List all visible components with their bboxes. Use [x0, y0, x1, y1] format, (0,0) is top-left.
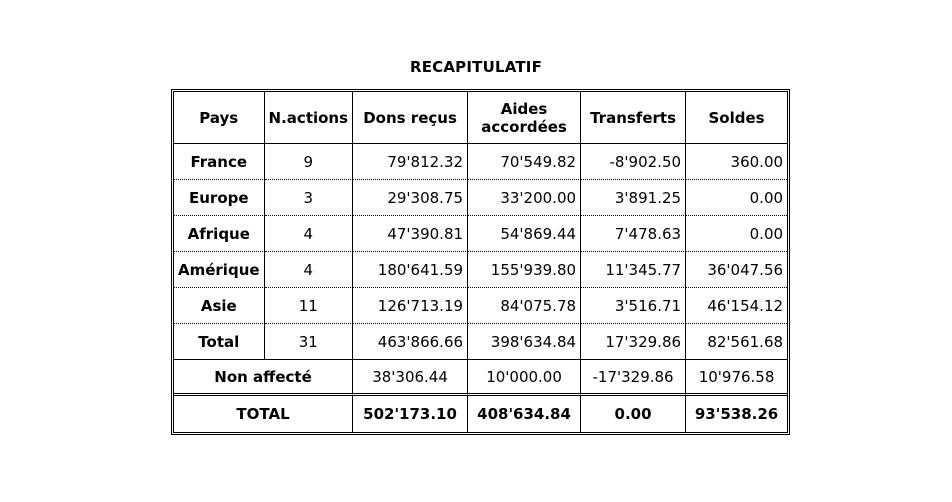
cell-aides: 54'869.44 — [468, 216, 581, 252]
header-dons: Dons reçus — [353, 92, 468, 144]
cell-pays: Asie — [174, 288, 265, 324]
cell-pays: Europe — [174, 180, 265, 216]
table-row — [174, 252, 787, 288]
subtotal-row — [174, 324, 787, 360]
cell-dons: 180'641.59 — [353, 252, 468, 288]
cell-soldes: 360.00 — [686, 144, 787, 180]
cell-soldes: 0.00 — [686, 216, 787, 252]
subtotal-label: Total — [174, 324, 265, 360]
grand-total-label: TOTAL — [174, 396, 353, 432]
header-aides-line2: accordées — [481, 117, 567, 136]
table-row — [174, 288, 787, 324]
cell-dons: 126'713.19 — [353, 288, 468, 324]
table-row — [174, 144, 787, 180]
grand-total-soldes: 93'538.26 — [694, 405, 779, 423]
grand-total-transferts: 0.00 — [581, 396, 686, 432]
page-title: RECAPITULATIF — [409, 58, 543, 76]
cell-dons: 47'390.81 — [353, 216, 468, 252]
cell-nactions: 4 — [265, 252, 354, 288]
cell-transferts: 7'478.63 — [581, 216, 686, 252]
non-affecte-label: Non affecté — [174, 360, 353, 396]
cell-pays: Afrique — [174, 216, 265, 252]
cell-transferts: 11'345.77 — [581, 252, 686, 288]
subtotal-aides: 398'634.84 — [468, 324, 581, 360]
cell-aides: 33'200.00 — [468, 180, 581, 216]
cell-pays: Amérique — [174, 252, 265, 288]
header-pays: Pays — [174, 92, 265, 144]
subtotal-dons: 463'866.66 — [353, 324, 468, 360]
header-aides — [468, 92, 581, 144]
cell-dons: 29'308.75 — [353, 180, 468, 216]
cell-transferts: 3'516.71 — [581, 288, 686, 324]
header-nactions: N.actions — [265, 92, 354, 144]
cell-soldes: 0.00 — [686, 180, 787, 216]
header-soldes: Soldes — [686, 92, 787, 144]
cell-transferts: 3'891.25 — [581, 180, 686, 216]
cell-nactions: 9 — [265, 144, 354, 180]
non-affecte-aides: 10'000.00 — [468, 360, 581, 396]
grand-total-aides: 408'634.84 — [468, 396, 581, 432]
recap-table — [171, 89, 790, 435]
subtotal-transferts: 17'329.86 — [581, 324, 686, 360]
cell-transferts: -8'902.50 — [581, 144, 686, 180]
non-affecte-soldes: 10'976.58 — [686, 360, 787, 396]
cell-dons: 79'812.32 — [353, 144, 468, 180]
cell-aides: 70'549.82 — [468, 144, 581, 180]
cell-aides: 84'075.78 — [468, 288, 581, 324]
header-row — [174, 92, 787, 144]
cell-nactions: 4 — [265, 216, 354, 252]
table-row — [174, 180, 787, 216]
cell-pays: France — [174, 144, 265, 180]
cell-nactions: 11 — [265, 288, 354, 324]
table-row — [174, 216, 787, 252]
subtotal-soldes: 82'561.68 — [686, 324, 787, 360]
cell-soldes: 46'154.12 — [686, 288, 787, 324]
grand-total-row — [174, 396, 787, 432]
cell-aides: 155'939.80 — [468, 252, 581, 288]
cell-soldes: 36'047.56 — [686, 252, 787, 288]
grand-total-dons: 502'173.10 — [353, 396, 468, 432]
cell-nactions: 3 — [265, 180, 354, 216]
non-affecte-dons: 38'306.44 — [353, 360, 468, 396]
header-transferts: Transferts — [581, 92, 686, 144]
non-affecte-transferts: -17'329.86 — [581, 360, 686, 396]
subtotal-nactions: 31 — [265, 324, 354, 360]
header-aides-line1: Aides — [500, 99, 548, 118]
non-affecte-row — [174, 360, 787, 396]
